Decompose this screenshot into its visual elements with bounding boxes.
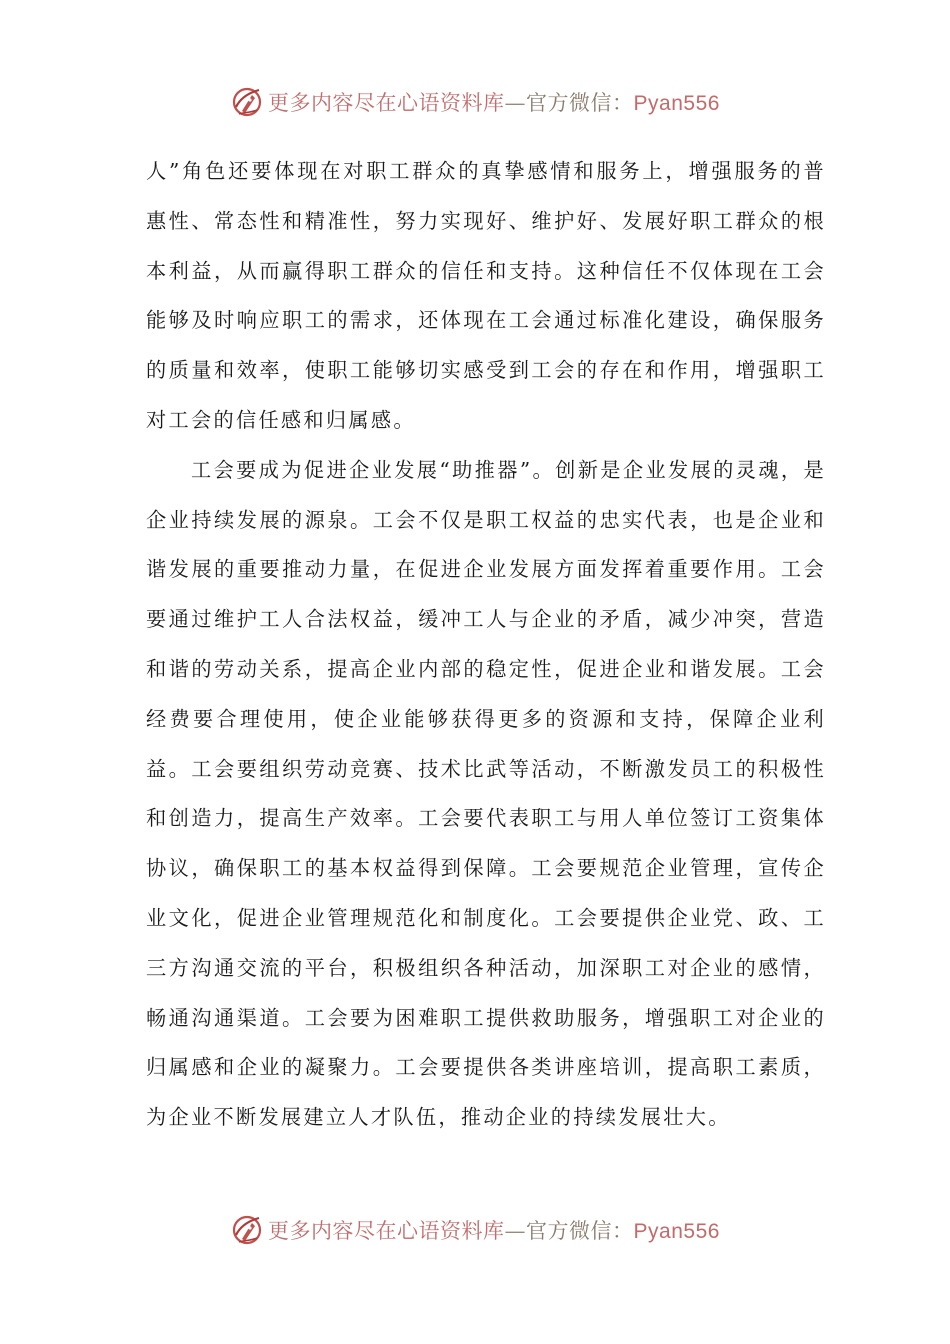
banner-dash: —: [504, 91, 527, 115]
banner-wechat-label: 官方微信：: [526, 1219, 634, 1243]
banner-slogan: 更多内容尽在心语资料库: [268, 1219, 505, 1243]
footer-banner: [0, 1210, 950, 1250]
pen-nib-logo-icon: [230, 85, 264, 119]
banner-wechat-label: 官方微信：: [526, 91, 634, 115]
paragraph-enterprise-development: 工会要成为促进企业发展“助推器”。创新是企业发展的灵魂，是企业持续发展的源泉。工会不仅是职工权益的忠实代表，也是企业和谐发展的重要推动力量，在促进企业发展方面发挥着重要作用。工会要通过维护工人合法权益，缓冲工人与企业的矛盾，减少冲突，营造和谐的劳动关系，提高企业内部的稳定性，促进企业和谐发展。工会经费要合理使用，使企业能够获得更多的资源和支持，保障企业利益。工会要组织劳动竞赛、技术比武等活动，不断激发员工的积极性和创造力，提高生产效率。工会要代表职工与用人单位签订工资集体协议，确保职工的基本权益得到保障。工会要规范企业管理，宣传企业文化，促进企业管理规范化和制度化。工会要提供企业党、政、工三方沟通交流的平台，积极组织各种活动，加深职工对企业的感情，畅通沟通渠道。工会要为困难职工提供救助服务，增强职工对企业的归属感和企业的凝聚力。工会要提供各类讲座培训，提高职工素质，为企业不断发展建立人才队伍，推动企业的持续发展壮大。: [146, 457, 826, 1130]
header-banner: [0, 82, 950, 122]
pen-nib-logo-icon: [230, 1213, 264, 1247]
banner-wechat-id: Pyan556: [633, 92, 720, 115]
banner-slogan: 更多内容尽在心语资料库: [268, 91, 505, 115]
paragraph-continued: 人”角色还要体现在对职工群众的真挚感情和服务上，增强服务的普惠性、常态性和精准性，努力实现好、维护好、发展好职工群众的根本利益，从而赢得职工群众的信任和支持。这种信任不仅体现在工会能够及时响应职工的需求，还体现在工会通过标准化建设，确保服务的质量和效率，使职工能够切实感受到工会的存在和作用，增强职工对工会的信任感和归属感。: [146, 159, 826, 432]
banner-dash: —: [504, 1219, 527, 1243]
document-body: [146, 147, 826, 1143]
footer-banner-text: [268, 1215, 720, 1245]
header-banner-text: [268, 87, 720, 117]
banner-wechat-id: Pyan556: [633, 1220, 720, 1243]
